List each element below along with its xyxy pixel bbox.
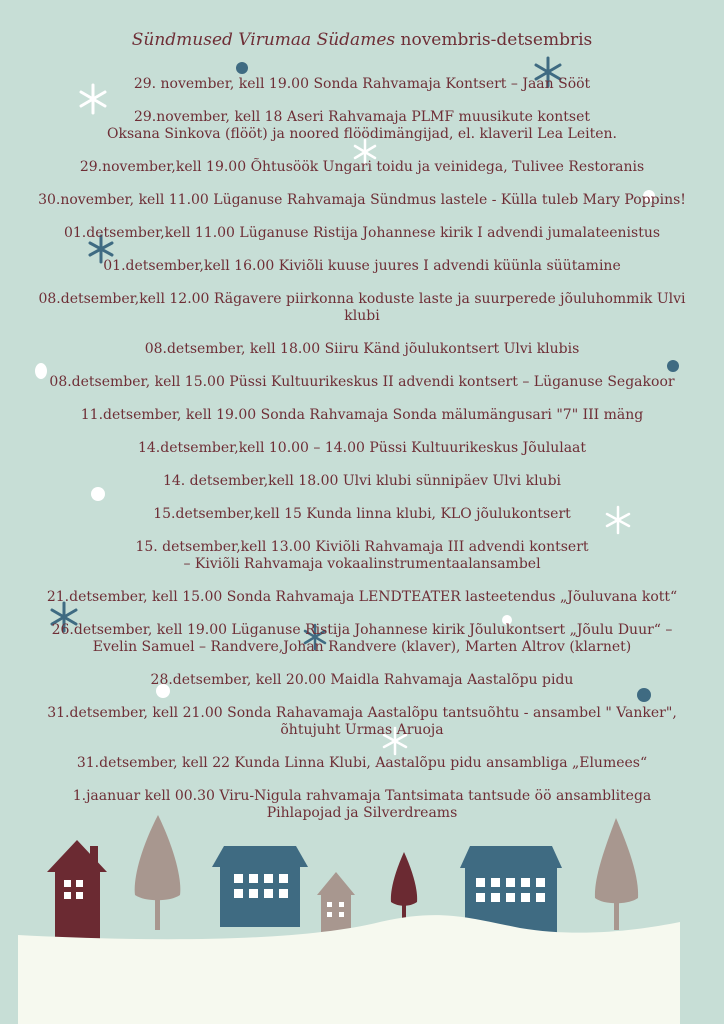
event-item xyxy=(30,374,694,391)
event-line: 01.detsember,kell 16.00 Kiviõli kuuse juures I advendi küünla süütamine xyxy=(103,258,621,274)
event-line: 08.detsember, kell 15.00 Püssi Kultuurikeskus II advendi kontsert – Lüganuse Segakoor xyxy=(49,374,675,390)
event-item xyxy=(30,225,694,242)
event-line: 08.detsember,kell 12.00 Rägavere piirkonna koduste laste ja suurperede jõuluhommik Ulvi xyxy=(38,291,686,307)
event-line: Evelin Samuel – Randvere,Johan Randvere (klaver), Marten Altrov (klarnet) xyxy=(92,639,632,655)
event-item xyxy=(30,407,694,424)
event-item xyxy=(30,622,694,656)
event-line: 29. november, kell 19.00 Sonda Rahvamaja Kontsert – Jaan Sööt xyxy=(133,76,591,92)
event-item xyxy=(30,755,694,772)
event-item xyxy=(30,539,694,573)
tree-icon xyxy=(595,818,638,930)
event-line: 29.november, kell 18 Aseri Rahvamaja PLMF muusikute kontset xyxy=(133,109,591,125)
snow-ground xyxy=(18,915,680,1024)
event-list xyxy=(30,76,694,838)
event-line: 08.detsember, kell 18.00 Siiru Känd jõulukontsert Ulvi klubis xyxy=(144,341,580,357)
event-item xyxy=(30,291,694,325)
event-item xyxy=(30,258,694,275)
event-line: 26.detsember, kell 19.00 Lüganuse Ristija Johannese kirik Jõulukontsert „Jõulu Duur“ – xyxy=(51,622,673,638)
event-line: – Kiviõli Rahvamaja vokaalinstrumentaalansambel xyxy=(183,556,541,572)
event-item xyxy=(30,440,694,457)
event-line: 31.detsember, kell 21.00 Sonda Rahavamaja Aastalõpu tantsuõhtu - ansambel " Vanker", xyxy=(47,705,677,721)
snowball-icon xyxy=(236,62,248,74)
event-line: 1.jaanuar kell 00.30 Viru-Nigula rahvamaja Tantsimata tantsude öö ansamblitega xyxy=(72,788,652,804)
tree-icon xyxy=(135,815,181,930)
house-icon xyxy=(47,840,107,940)
event-line: 11.detsember, kell 19.00 Sonda Rahvamaja Sonda mälumängusari "7" III mäng xyxy=(80,407,644,423)
event-item xyxy=(30,109,694,143)
event-item xyxy=(30,159,694,176)
title-italic: Sündmused Virumaa Südames xyxy=(131,30,396,50)
event-line: 21.detsember, kell 15.00 Sonda Rahvamaja LENDTEATER lasteetendus „Jõuluvana kott“ xyxy=(46,589,678,605)
event-line: Oksana Sinkova (flööt) ja noored flöödimängijad, el. klaveril Lea Leiten. xyxy=(107,126,617,142)
winter-village-scene xyxy=(0,810,724,1024)
event-item xyxy=(30,506,694,523)
event-item xyxy=(30,76,694,93)
event-item xyxy=(30,589,694,606)
event-item xyxy=(30,705,694,739)
event-line: 28.detsember, kell 20.00 Maidla Rahvamaja Aastalõpu pidu xyxy=(150,672,574,688)
event-item xyxy=(30,672,694,689)
page-title xyxy=(0,30,724,50)
event-line: 01.detsember,kell 11.00 Lüganuse Ristija Johannese kirik I advendi jumalateenistus xyxy=(63,225,661,241)
event-line: 31.detsember, kell 22 Kunda Linna Klubi, Aastalõpu pidu ansambliga „Elumees“ xyxy=(76,755,648,771)
event-line: 14. detsember,kell 18.00 Ulvi klubi sünnipäev Ulvi klubi xyxy=(162,473,562,489)
house-icon xyxy=(212,846,308,927)
event-line: 30.november, kell 11.00 Lüganuse Rahvamaja Sündmus lastele - Külla tuleb Mary Poppins! xyxy=(38,192,686,208)
event-line: 29.november,kell 19.00 Õhtusöök Ungari toidu ja veinidega, Tulivee Restoranis xyxy=(79,159,645,175)
event-item xyxy=(30,473,694,490)
event-item xyxy=(30,341,694,358)
event-line: õhtujuht Urmas Aruoja xyxy=(280,722,444,738)
event-line: 15. detsember,kell 13.00 Kiviõli Rahvamaja III advendi kontsert xyxy=(135,539,589,555)
tree-icon xyxy=(391,852,417,925)
event-line: 14.detsember,kell 10.00 – 14.00 Püssi Kultuurikeskus Jõululaat xyxy=(137,440,587,456)
event-item xyxy=(30,192,694,209)
title-rest: novembris-detsembris xyxy=(395,30,593,50)
event-line: klubi xyxy=(344,308,380,324)
event-line: Pihlapojad ja Silverdreams xyxy=(266,805,458,821)
event-line: 15.detsember,kell 15 Kunda linna klubi, KLO jõulukontsert xyxy=(153,506,571,522)
